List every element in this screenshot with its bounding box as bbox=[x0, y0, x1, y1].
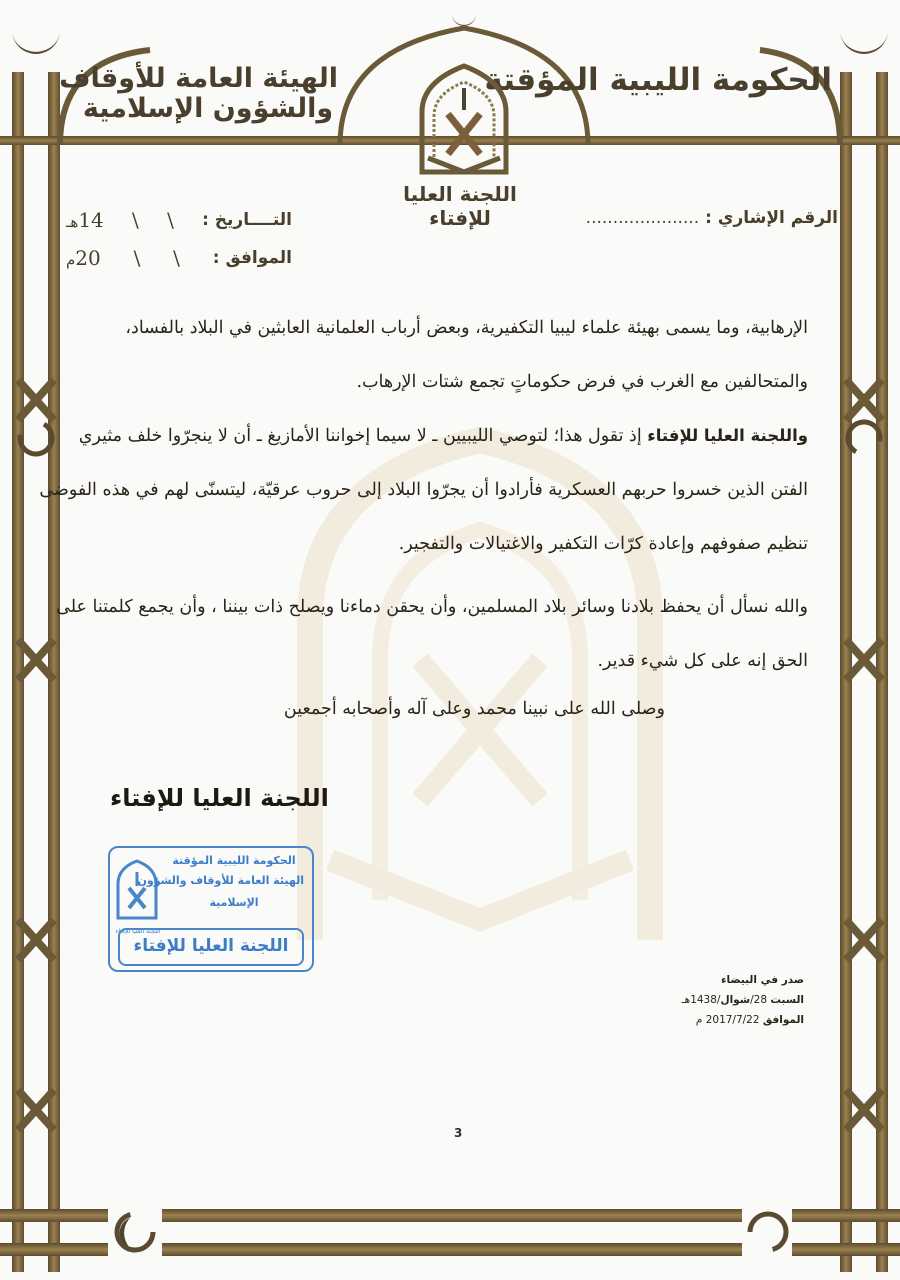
stamp-line-3: الإسلامية bbox=[209, 896, 259, 909]
gregorian-year: 20 bbox=[75, 246, 101, 270]
issued-hijri-year: /1438هـ bbox=[681, 994, 721, 1006]
issued-gregorian-date bbox=[696, 1014, 804, 1026]
stamp-line-4: اللجنة العليا للإفتاء bbox=[118, 928, 304, 966]
authority-title-line1: الهيئة العامة للأوقاف bbox=[59, 63, 338, 94]
signature-title: اللجنة العليا للإفتاء bbox=[110, 784, 329, 812]
committee-logo bbox=[414, 62, 514, 182]
authority-title-line2: والشؤون الإسلامية bbox=[82, 93, 334, 124]
body-line: الحق إنه على كل شيء قدير. bbox=[597, 651, 808, 671]
issued-day: السبت bbox=[770, 994, 804, 1006]
hijri-date-row bbox=[60, 208, 292, 232]
reference-value: ..................... bbox=[585, 208, 700, 228]
bottom-border-bar-3 bbox=[162, 1209, 742, 1222]
bottom-border-bar-4 bbox=[162, 1243, 742, 1256]
reference-number bbox=[586, 208, 838, 228]
body-line: الفتن الذين خسروا حربهم العسكرية فأرادوا أن يجرّوا البلاد إلى حروب عرقيّة، ليتسنّى لهم في هذه الفوضى bbox=[39, 480, 808, 500]
hijri-year: 14 bbox=[78, 208, 104, 232]
bottom-border-bar-2 bbox=[0, 1243, 108, 1256]
gregorian-date-separator: \ bbox=[173, 246, 180, 270]
crescent-icon-top-center bbox=[452, 14, 476, 26]
stamp-logo-caption: اللجنة العليا للإفتاء bbox=[115, 928, 161, 935]
issued-greg-suffix: م bbox=[695, 1014, 703, 1026]
issued-hijri-day-num: 28/ bbox=[750, 994, 768, 1006]
issued-hijri-month: شوال bbox=[720, 994, 751, 1006]
stamp-logo bbox=[114, 858, 160, 924]
bottom-border-bar-6 bbox=[792, 1243, 900, 1256]
stamp-line-1: الحكومة الليبية المؤقتة bbox=[172, 854, 296, 867]
issued-place bbox=[721, 974, 804, 986]
crescent-icon-bottom-right bbox=[750, 1214, 786, 1250]
bottom-border-bar-1 bbox=[0, 1209, 108, 1222]
gregorian-date-separator: \ bbox=[133, 246, 141, 270]
body-line-with-bold-lead bbox=[79, 426, 808, 446]
gregorian-suffix: م bbox=[66, 251, 76, 269]
crescent-icon-top-right bbox=[840, 30, 888, 54]
body-line: الإرهابية، وما يسمى بهيئة علماء ليبيا التكفيرية، وبعض أرباب العلمانية العابثين في البلاد بالفساد، bbox=[125, 318, 808, 338]
issued-greg-date: 2017/7/22 bbox=[705, 1014, 760, 1026]
body-line: تنظيم صفوفهم وإعادة كرّات التكفير والاغتيالات والتفجير. bbox=[398, 534, 808, 554]
body-line: والمتحالفين مع الغرب في فرض حكوماتٍ تجمع شتات الإرهاب. bbox=[356, 372, 808, 392]
closing-blessing: وصلى الله على نبينا محمد وعلى آله وأصحابه أجمعين bbox=[283, 699, 665, 719]
authority-title bbox=[59, 63, 338, 124]
committee-caption: اللجنة العليا للإفتاء bbox=[403, 182, 517, 230]
stamp-line-2: الهيئة العامة للأوقاف والشؤون bbox=[137, 874, 304, 887]
hijri-date-label: التــــاريخ : bbox=[202, 210, 292, 230]
bottom-border-bar-5 bbox=[792, 1209, 900, 1222]
crescent-icon-top-left bbox=[12, 30, 60, 54]
reference-label: الرقم الإشاري : bbox=[705, 208, 838, 228]
body-line-text: إذ تقول هذا؛ لتوصي الليبيين ـ لا سيما إخواننا الأمازيغ ـ أن لا ينجرّوا خلف مثيري bbox=[78, 426, 642, 446]
official-stamp bbox=[108, 846, 314, 972]
page-number: 3 bbox=[454, 1126, 463, 1140]
government-title: الحكومة الليبية المؤقتة bbox=[484, 62, 832, 98]
issued-place-text: صدر في البيضاء bbox=[721, 974, 804, 986]
hijri-date-separator: \ bbox=[132, 208, 139, 232]
committee-bold-lead: واللجنة العليا للإفتاء bbox=[647, 426, 808, 445]
gregorian-date-row bbox=[60, 246, 292, 270]
crescent-icon-bottom-left bbox=[117, 1214, 153, 1250]
body-line: والله نسأل أن يحفظ بلادنا وسائر بلاد المسلمين، وأن يحقن دماءنا ويصلح ذات بيننا ، وأن يجمع كلمتنا على bbox=[56, 597, 808, 617]
hijri-date-separator: \ bbox=[167, 208, 174, 232]
hijri-suffix: هـ bbox=[66, 213, 79, 231]
issued-greg-label: الموافق bbox=[762, 1014, 804, 1026]
gregorian-date-label: الموافق : bbox=[212, 248, 292, 268]
issued-hijri-date bbox=[682, 994, 804, 1006]
